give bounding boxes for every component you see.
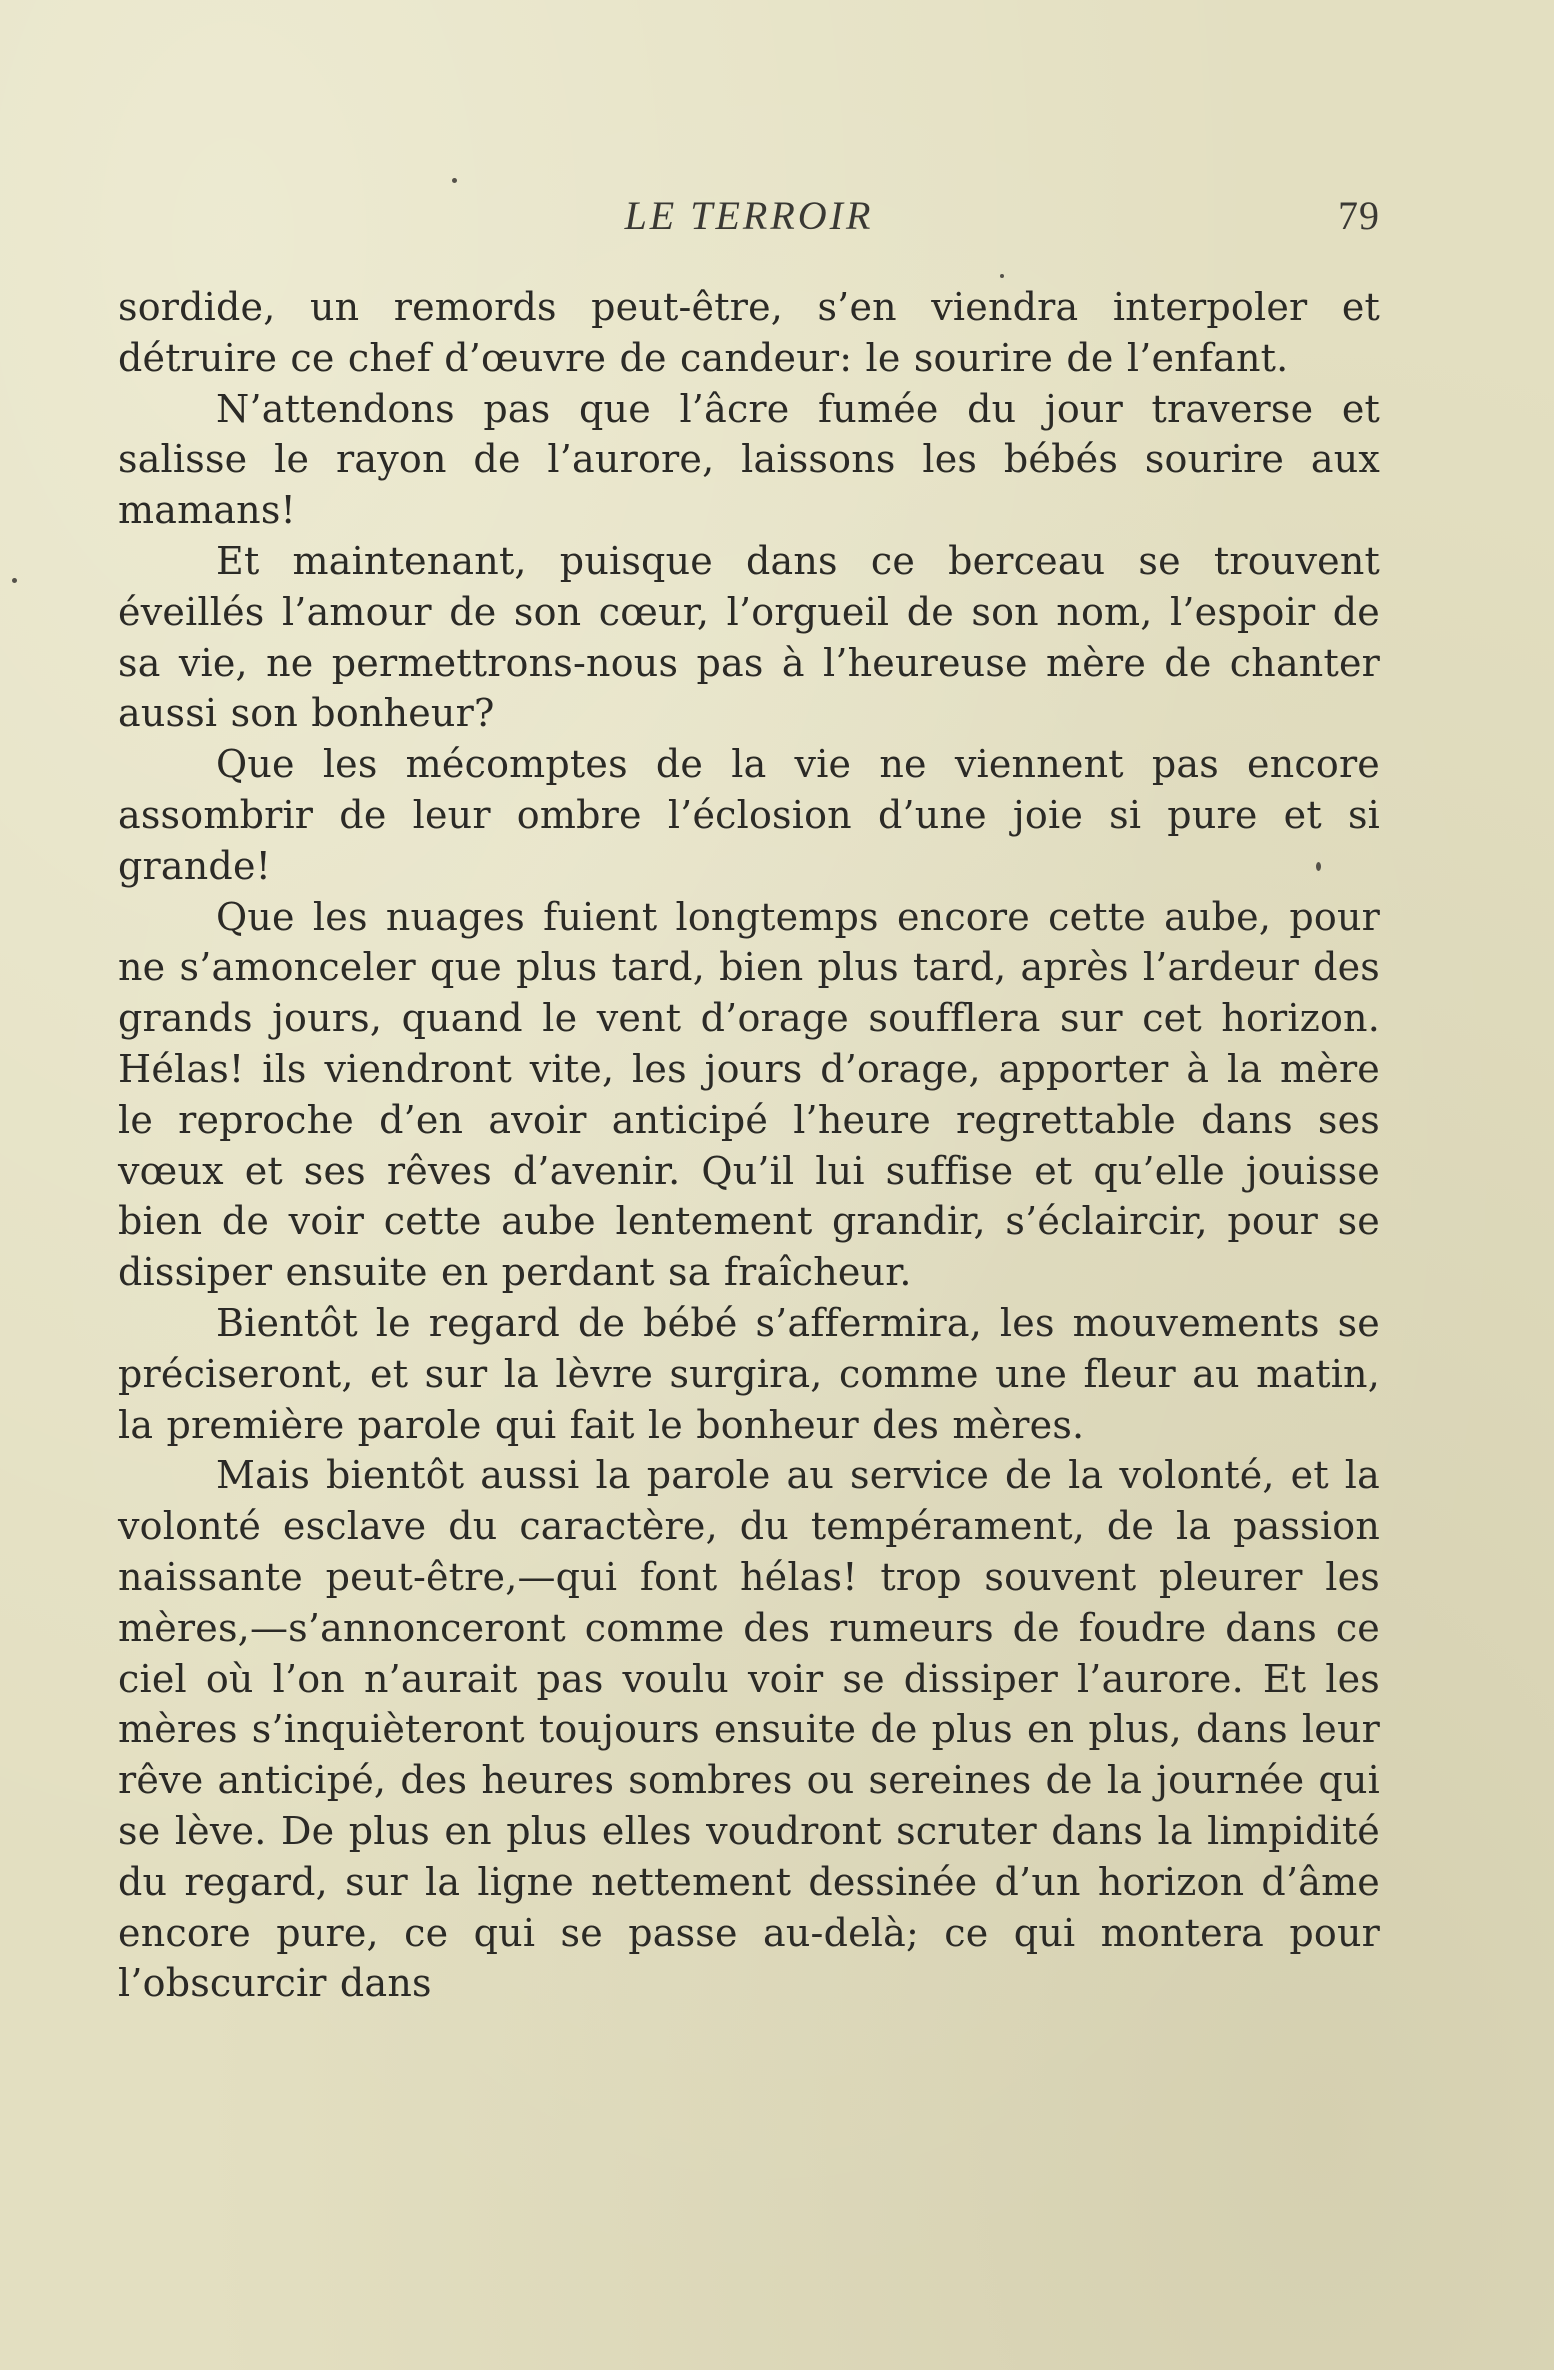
paragraph: Bientôt le regard de bébé s’affermira, les mouvements se préciseront, et sur la lèvre surgira, comme une fleur au matin, la première parole qui fait le bonheur des mères. xyxy=(118,1300,1380,1447)
paragraph-continued: sordide, un remords peut-être, s’en viendra interpoler et détruire ce chef d’œuvre de candeur: le sourire de l’enfant. xyxy=(118,285,1380,380)
paragraph: Que les nuages fuient longtemps encore cette aube, pour ne s’amonceler que plus tard, bien plus tard, après l’ardeur des grands jours, quand le vent d’orage soufflera sur cet horizon. Hélas! ils viendront vite, les jours d’orage, apporter à la mère le reproche d’en avoir anticipé l’heure regrettable dans ses vœux et ses rêves d’avenir. Qu’il lui suffise et qu’elle jouisse bien de voir cette aube lentement grandir, s’éclaircir, pour se dissiper ensuite en perdant sa fraîcheur. xyxy=(118,894,1380,1295)
paper-speck xyxy=(12,578,17,583)
paragraph: Que les mécomptes de la vie ne viennent pas encore assombrir de leur ombre l’éclosion d’une joie si pure et si grande! xyxy=(118,742,1380,888)
running-title: LE TERROIR xyxy=(624,193,874,238)
paragraph: Et maintenant, puisque dans ce berceau se trouvent éveillés l’amour de son cœur, l’orgueil de son nom, l’espoir de sa vie, ne permettrons-nous pas à l’heureuse mère de chanter aussi son bonheur? xyxy=(118,538,1380,736)
page-number: 79 xyxy=(1338,193,1380,238)
paper-speck xyxy=(1316,862,1321,871)
paragraph: N’attendons pas que l’âcre fumée du jour traverse et salisse le rayon de l’aurore, laissons les bébés sourire aux mamans! xyxy=(118,386,1380,533)
paper-speck xyxy=(452,178,457,183)
paragraph: Mais bientôt aussi la parole au service de la volonté, et la volonté esclave du caractère, du tempérament, de la passion naissante peut-être,—qui font hélas! trop souvent pleurer les mères,—s’annonceront comme des rumeurs de foudre dans ce ciel où l’on n’aurait pas voulu voir se dissiper l’aurore. Et les mères s’inquièteront toujours ensuite de plus en plus, dans leur rêve anticipé, des heures sombres ou sereines de la journée qui se lève. De plus en plus elles voudront scruter dans la limpidité du regard, sur la ligne nettement dessinée d’un horizon d’âme encore pure, ce qui se passe au-delà; ce qui montera pour l’obscurcir dans xyxy=(118,1453,1380,2006)
paper-speck xyxy=(1000,274,1004,278)
body-text xyxy=(118,282,1380,2009)
running-header xyxy=(118,192,1380,252)
